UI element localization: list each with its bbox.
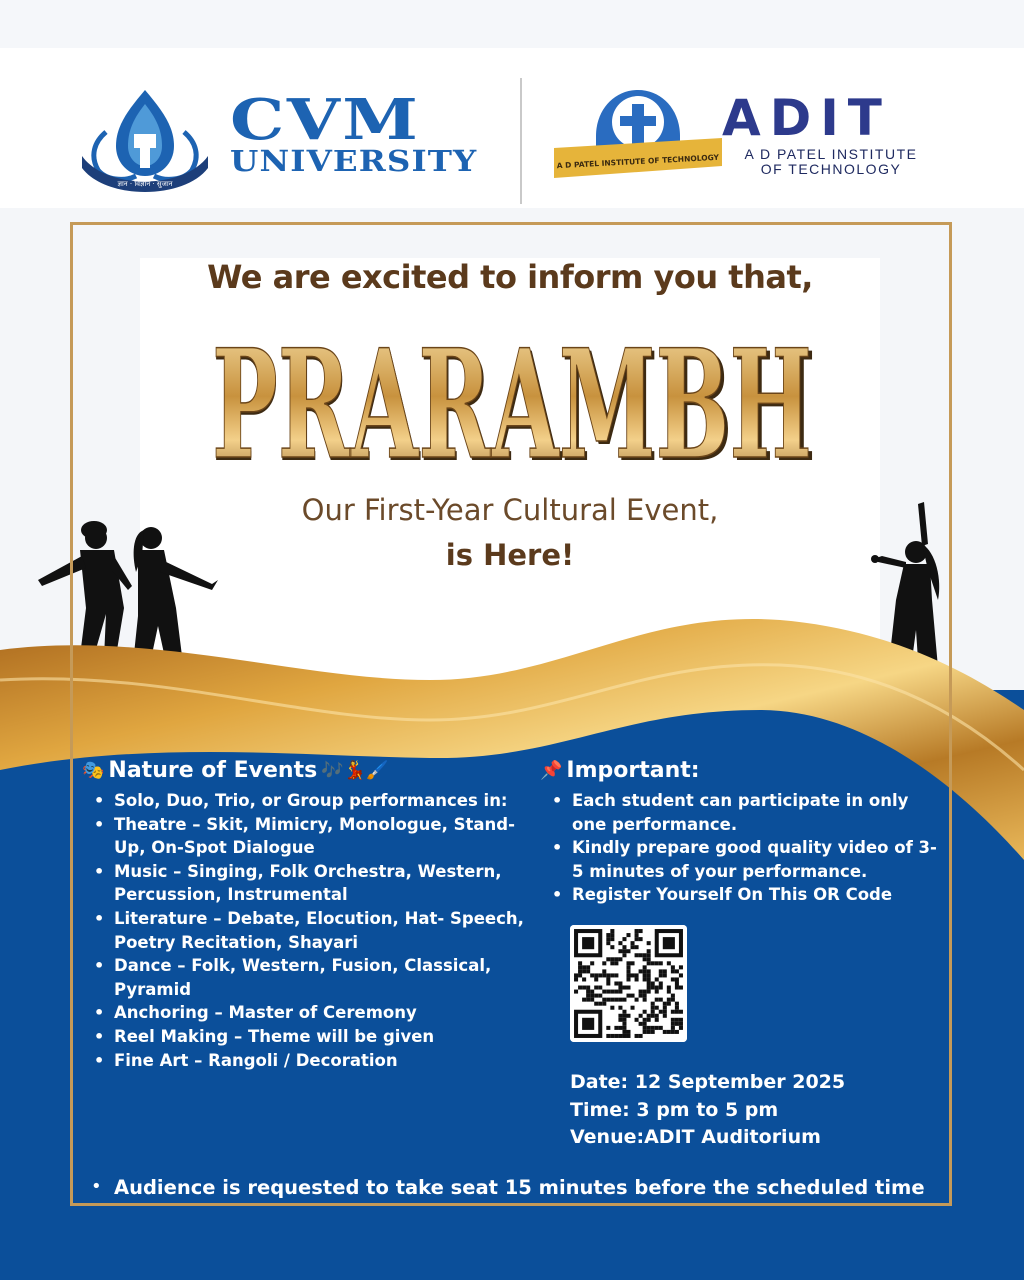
theatre-masks-icon: 🎭: [82, 760, 105, 781]
cvm-name: CVM: [230, 87, 421, 153]
list-item: • Kindly prepare good quality video of 3-5 minutes of your performance.: [548, 836, 948, 883]
list-item: • Reel Making – Theme will be given: [90, 1025, 530, 1049]
header-divider: [520, 78, 522, 204]
list-item: • Literature – Debate, Elocution, Hat- Speech, Poetry Recitation, Shayari: [90, 907, 530, 954]
adit-name: ADIT: [722, 89, 891, 147]
list-item: • Anchoring – Master of Ceremony: [90, 1001, 530, 1025]
adit-subtitle-line1: A D PATEL INSTITUTE: [744, 146, 918, 162]
adit-ribbon-text: A D PATEL INSTITUTE OF TECHNOLOGY: [556, 152, 720, 171]
cvm-logo: [76, 86, 214, 198]
pushpin-icon: 📌: [540, 760, 563, 781]
cvm-subtitle: UNIVERSITY: [230, 144, 478, 178]
list-item: • Solo, Duo, Trio, or Group performances in:: [90, 789, 530, 813]
list-item: • Each student can participate in only one performance.: [548, 789, 948, 836]
list-item: • Dance – Folk, Western, Fusion, Classical, Pyramid: [90, 954, 530, 1001]
adit-subtitle-line2: OF TECHNOLOGY: [760, 161, 902, 177]
event-tagline: is Here!: [445, 538, 575, 572]
list-item: • Register Yourself On This OR Code: [548, 883, 948, 907]
audience-note: Audience is requested to take seat 15 minutes before the scheduled time: [114, 1176, 925, 1199]
important-list: [548, 789, 948, 907]
registration-qr-code[interactable]: [570, 925, 687, 1042]
top-strip: [0, 0, 1024, 48]
event-date: Date: 12 September 2025: [570, 1071, 846, 1093]
nature-heading-text: Nature of Events: [108, 758, 318, 783]
nature-heading: [82, 758, 392, 783]
important-heading-text: Important:: [566, 758, 700, 783]
event-venue: Venue:ADIT Auditorium: [570, 1126, 821, 1148]
list-item: • Music – Singing, Folk Orchestra, Western, Percussion, Instrumental: [90, 860, 530, 907]
bullet: •: [91, 1176, 102, 1197]
important-heading: [540, 758, 700, 783]
event-subtitle: Our First-Year Cultural Event,: [301, 493, 719, 527]
adit-logo: [552, 86, 724, 192]
intro-text: We are excited to inform you that,: [207, 258, 813, 296]
event-time: Time: 3 pm to 5 pm: [570, 1099, 779, 1121]
cvm-logo-text: ज्ञान · विज्ञान · सुजान: [117, 180, 173, 188]
nature-list: [90, 789, 530, 1072]
list-item: • Fine Art – Rangoli / Decoration: [90, 1049, 530, 1073]
music-dance-art-icon: 🎶💃🖌️: [321, 760, 389, 781]
list-item: • Theatre – Skit, Mimicry, Monologue, Stand-Up, On-Spot Dialogue: [90, 813, 530, 860]
event-title-text: PRARAMBH: [212, 317, 812, 477]
event-title-shadow: PRARAMBH: [212, 320, 816, 477]
adit-subtitle: [740, 147, 922, 177]
